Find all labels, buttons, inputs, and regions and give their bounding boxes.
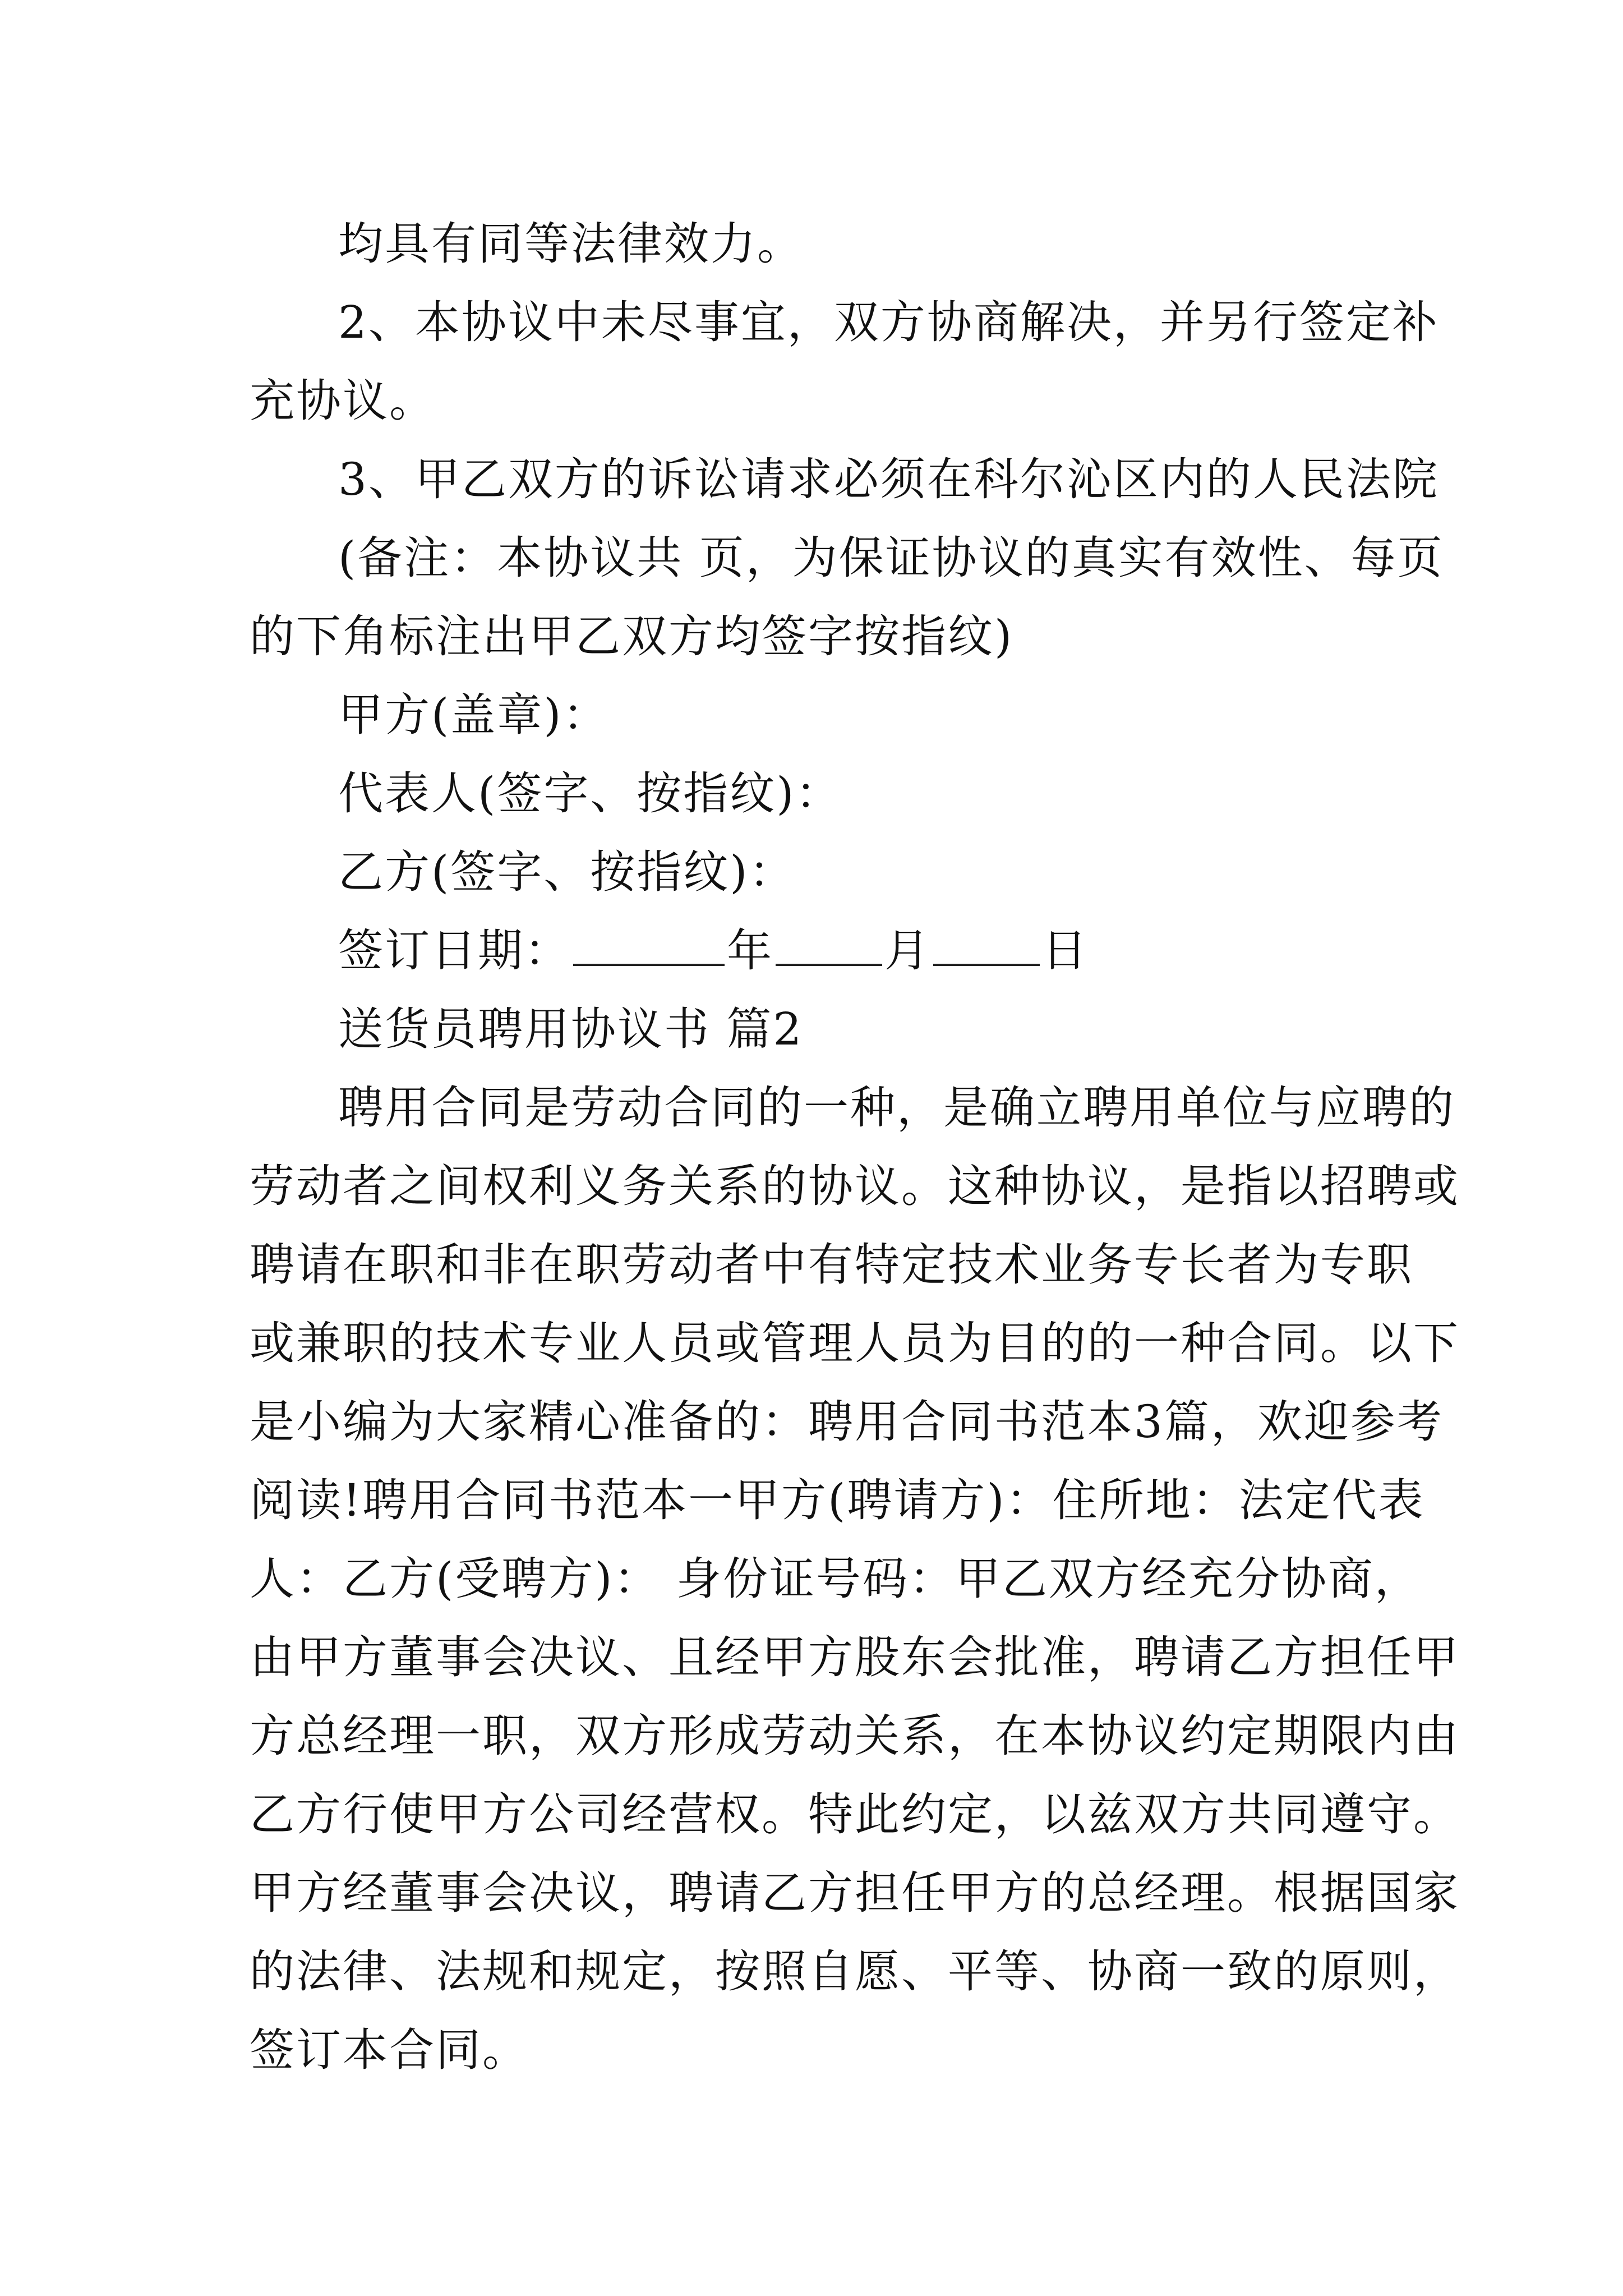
- paragraph-line: 2、本协议中未尽事宜，双方协商解决，并另行签定补: [338, 296, 1439, 348]
- paragraph-line: 聘用合同是劳动合同的一种，是确立聘用单位与应聘的: [338, 1082, 1455, 1134]
- paragraph-line: (备注：本协议共 页，为保证协议的真实有效性、每页: [338, 532, 1444, 584]
- paragraph-line: 或兼职的技术专业人员或管理人员为目的的一种合同。以下: [250, 1317, 1460, 1369]
- paragraph-line: 的法律、法规和规定，按照自愿、平等、协商一致的原则，: [250, 1945, 1460, 1998]
- paragraph-line: 充协议。: [250, 375, 436, 427]
- paragraph-line: 甲方经董事会决议，聘请乙方担任甲方的总经理。根据国家: [250, 1867, 1460, 1919]
- day-blank: [933, 924, 1040, 966]
- paragraph-line: 签订本合同。: [250, 2024, 529, 2076]
- day-label: 日: [1042, 924, 1089, 977]
- year-label: 年: [727, 924, 773, 977]
- paragraph-line: 是小编为大家精心准备的：聘用合同书范本3篇，欢迎参考: [250, 1396, 1444, 1448]
- paragraph-line: 的下角标注出甲乙双方均签字按指纹): [250, 610, 1014, 662]
- paragraph-line: 均具有同等法律效力。: [338, 218, 804, 270]
- document-body: [250, 205, 1460, 2090]
- party-a-seal-line: 甲方(盖章)：: [338, 689, 610, 741]
- signing-date-label: 签订日期：: [338, 924, 571, 977]
- signing-date-line: [250, 912, 1394, 990]
- month-blank: [776, 924, 882, 966]
- paragraph-line: 聘请在职和非在职劳动者中有特定技术业务专长者为专职: [250, 1239, 1413, 1291]
- section-heading: 送货员聘用协议书 篇2: [338, 1003, 804, 1055]
- paragraph-line: 3、甲乙双方的诉讼请求必须在科尔沁区内的人民法院: [338, 453, 1439, 505]
- paragraph-line: 劳动者之间权利义务关系的协议。这种协议，是指以招聘或: [250, 1160, 1460, 1212]
- paragraph-line: 由甲方董事会决议、且经甲方股东会批准，聘请乙方担任甲: [250, 1631, 1460, 1683]
- paragraph-line: 方总经理一职，双方形成劳动关系，在本协议约定期限内由: [250, 1710, 1460, 1762]
- year-blank: [573, 924, 725, 966]
- party-b-sign-line: 乙方(签字、按指纹)：: [338, 846, 796, 898]
- paragraph-line: 人：乙方(受聘方)： 身份证号码：甲乙双方经充分协商，: [250, 1553, 1421, 1605]
- paragraph-line: 阅读!聘用合同书范本一甲方(聘请方)：住所地：法定代表: [250, 1474, 1425, 1526]
- month-label: 月: [884, 924, 931, 977]
- representative-sign-line: 代表人(签字、按指纹)：: [338, 767, 842, 820]
- paragraph-line: 乙方行使甲方公司经营权。特此约定，以兹双方共同遵守。: [250, 1788, 1460, 1841]
